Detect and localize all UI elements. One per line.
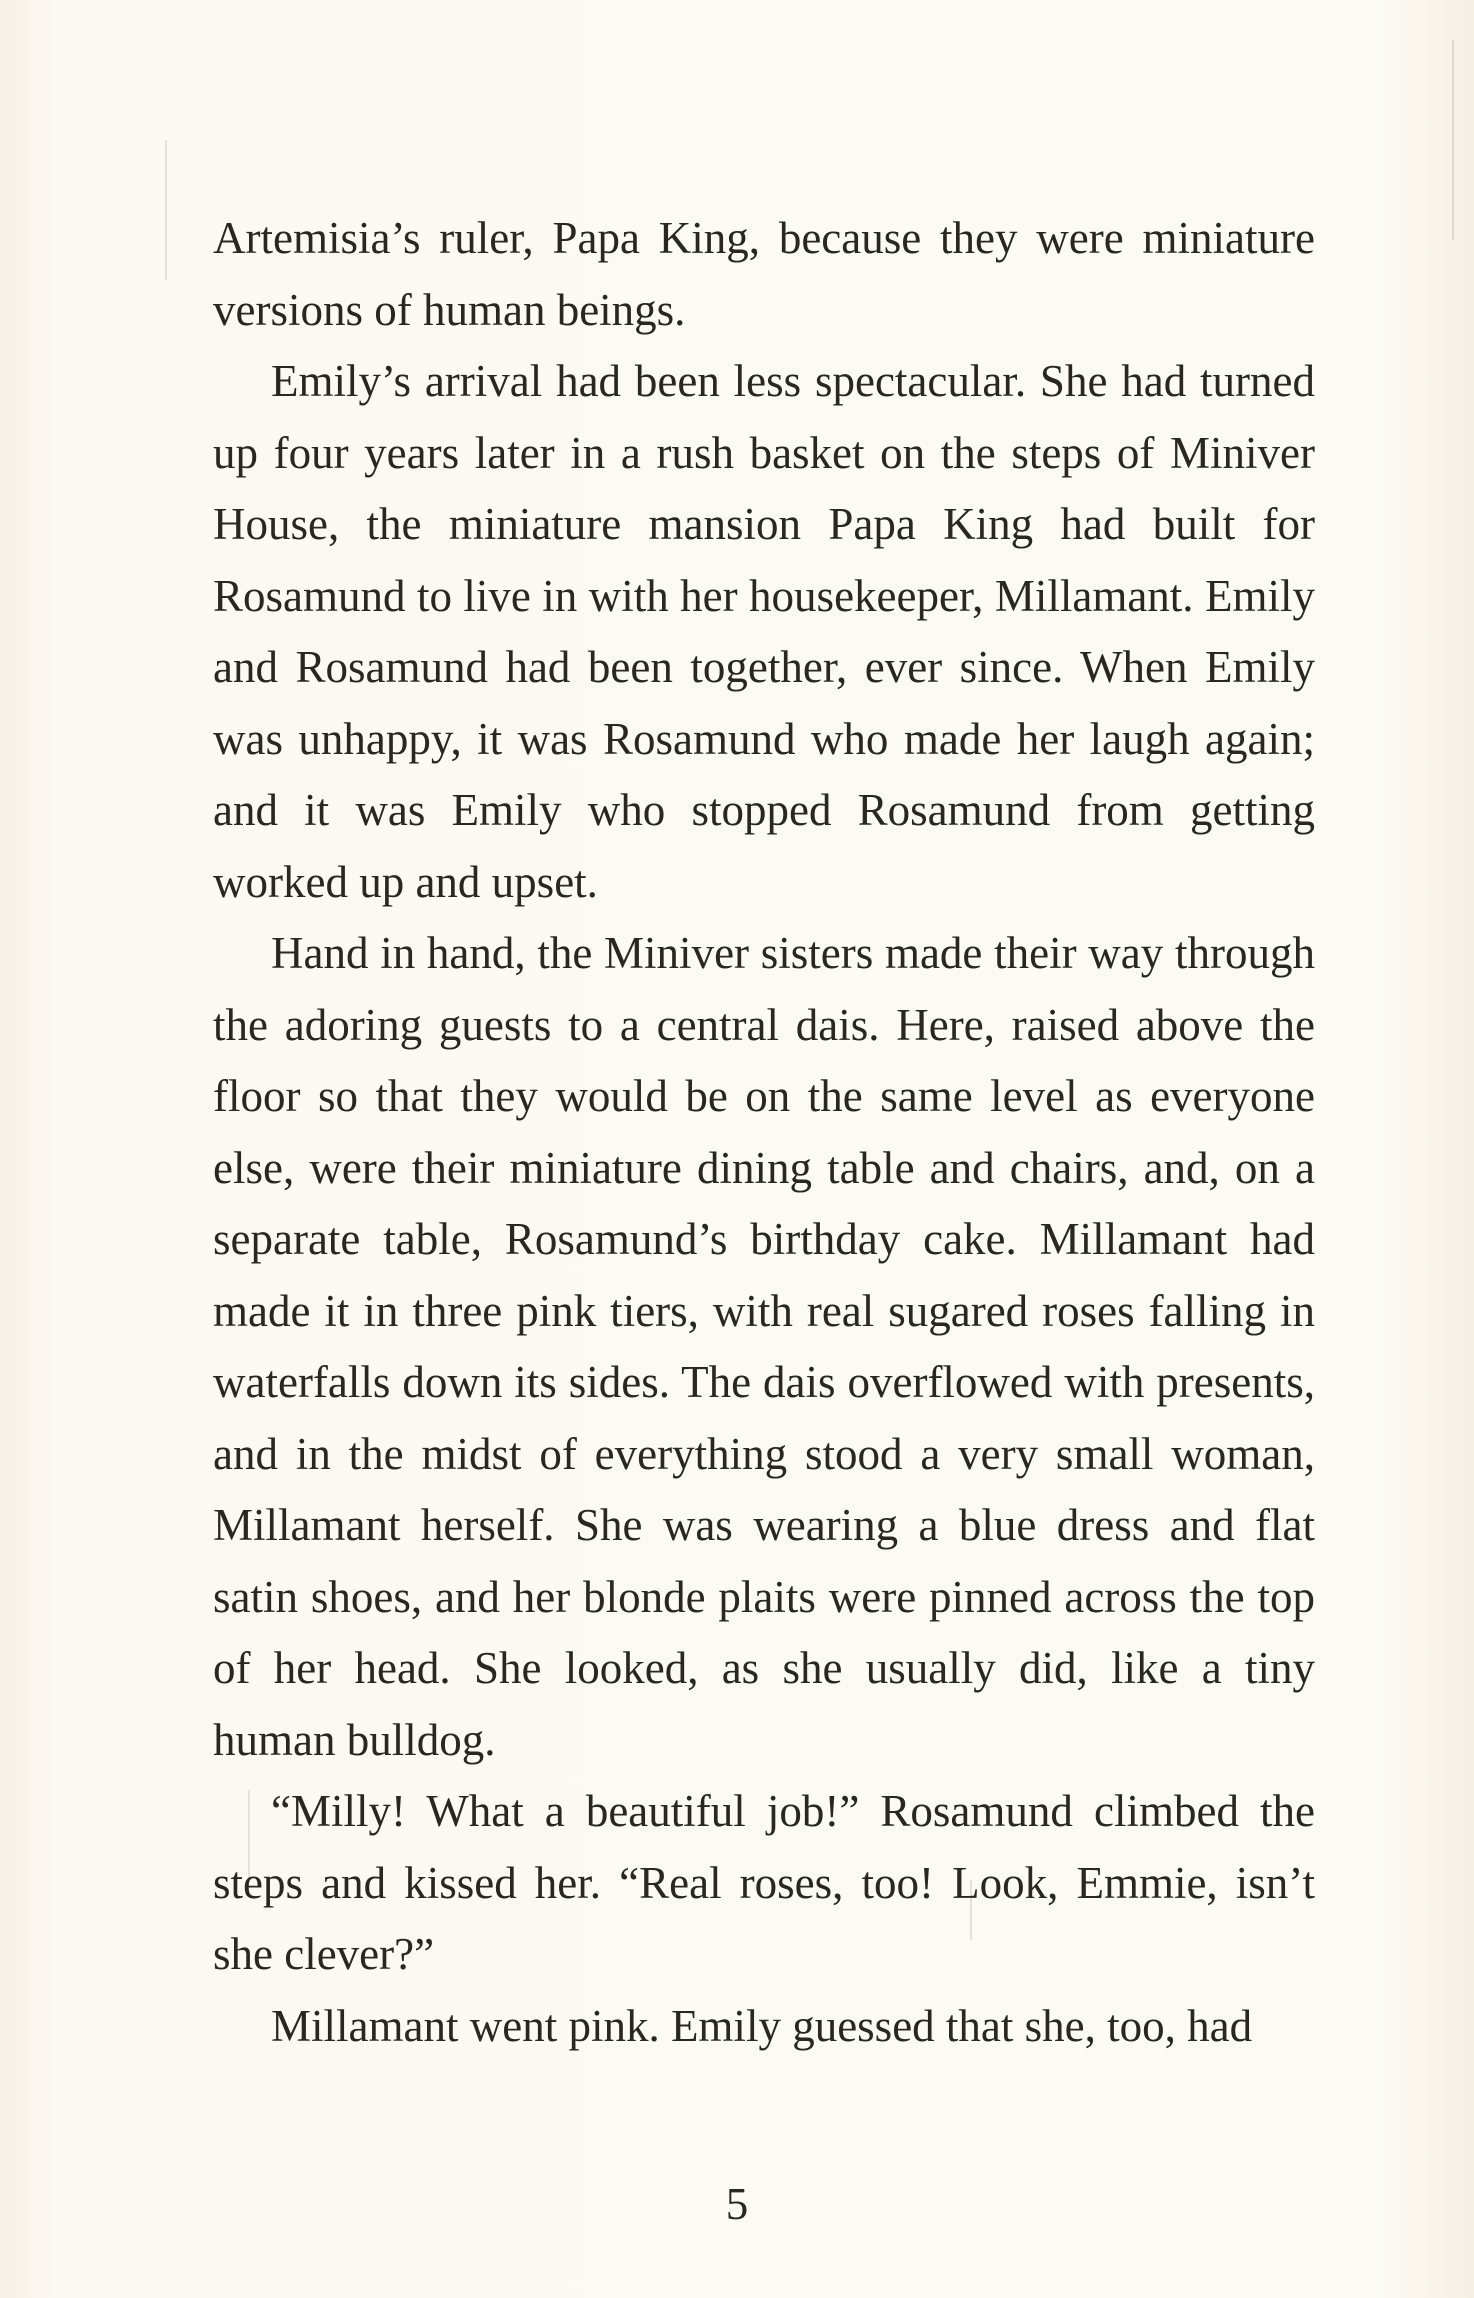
paragraph: “Milly! What a beautiful job!” Rosamund climbed the steps and kissed her. “Real roses, too! Look, Emmie, isn’t she clever?” — [213, 1786, 1315, 1979]
page-body-text — [213, 203, 1315, 2062]
paragraph: Emily’s arrival had been less spectacular. She had turned up four years later in a rush basket on the steps of Miniver House, the miniature mansion Papa King had built for Rosamund to live in with her housekeeper, Millamant. Emily and Rosamund had been together, ever since. When Emily was unhappy, it was Rosamund who made her laugh again; and it was Emily who stopped Rosamund from getting worked up and upset. — [213, 356, 1315, 907]
scan-artifact-line — [165, 140, 167, 280]
paragraph: Artemisia’s ruler, Papa King, because they were miniature versions of human beings. — [213, 213, 1315, 335]
page-number: 5 — [725, 2179, 749, 2229]
scan-artifact-line — [1452, 40, 1454, 240]
paragraph: Hand in hand, the Miniver sisters made their way through the adoring guests to a central dais. Here, raised above the floor so that they would be on the same level as everyone else, were their miniature dining table and chairs, and, on a separate table, Rosamund’s birthday cake. Millamant had made it in three pink tiers, with real sugared roses falling in waterfalls down its sides. The dais overflowed with presents, and in the midst of everything stood a very small woman, Millamant herself. She was wearing a blue dress and flat satin shoes, and her blonde plaits were pinned across the top of her head. She looked, as she usually did, like a tiny human bulldog. — [213, 928, 1315, 1765]
paragraph: Millamant went pink. Emily guessed that she, too, had — [271, 2000, 1253, 2051]
